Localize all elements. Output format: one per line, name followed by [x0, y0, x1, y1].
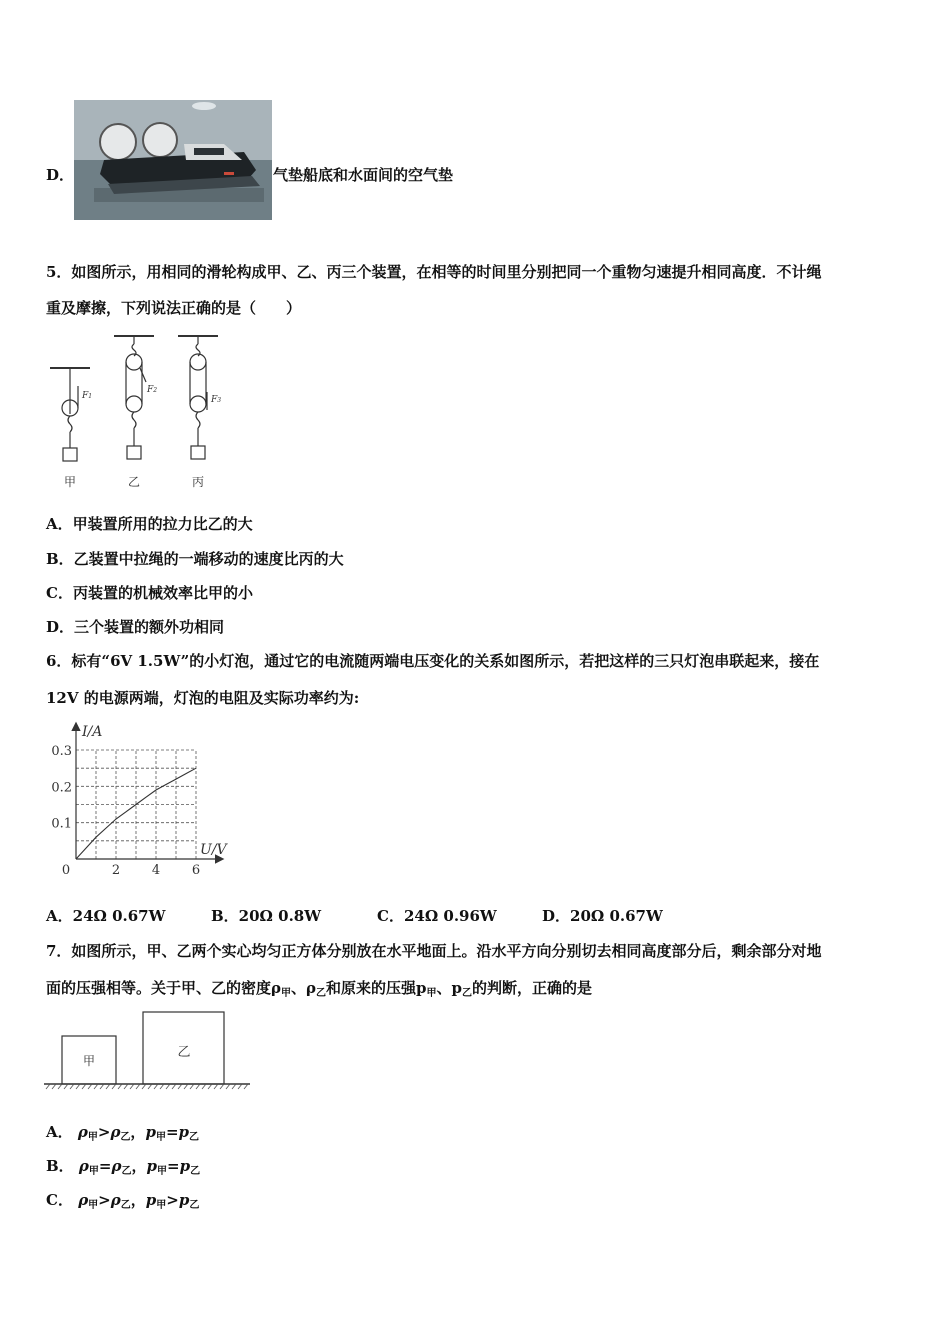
option-d-label: D． [46, 166, 75, 184]
q5-option-a[interactable]: A．甲装置所用的拉力比乙的大 [46, 515, 253, 533]
label-yi: 乙 [127, 475, 141, 489]
force-f3: F3 [211, 395, 222, 405]
q5-option-b[interactable]: B．乙装置中拉绳的一端移动的速度比丙的大 [46, 550, 344, 568]
q5-stem-line2: 重及摩擦，下列说法正确的是（ ） [46, 299, 302, 317]
y-axis-label: I/A [82, 724, 103, 740]
force-f2: F2 [147, 385, 158, 395]
q5-stem-line1: 5．如图所示，用相同的滑轮构成甲、乙、丙三个装置，在相等的时间里分别把同一个重物匀速提升相同高度．不计绳 [46, 263, 822, 281]
label-bing: 丙 [191, 475, 205, 489]
option-d-text: 气垫船底和水面间的空气垫 [273, 166, 454, 184]
y-tick-label: 0.1 [51, 816, 72, 832]
q7-stem-line2: 面的压强相等。关于甲、乙的密度$\rho_甲$、$\rho_乙$和原来的压强$p_甲$、$p_乙$的判断，正确的是 [46, 979, 592, 999]
hovercraft-image [74, 100, 272, 220]
iu-chart [40, 718, 240, 884]
q6-stem-line1: 6．标有“6V 1.5W”的小灯泡，通过它的电流随两端电压变化的关系如图所示，若把这样的三只灯泡串联起来，接在 [46, 652, 820, 670]
x-axis-label: U/V [200, 842, 227, 858]
q7-option-c[interactable]: C． $\rho_甲>\rho_乙$，$p_甲>p_乙$ [46, 1191, 200, 1211]
cube-label-yi: 乙 [177, 1045, 191, 1060]
q6-option-a[interactable]: A．24Ω 0.67W [46, 907, 166, 925]
q7-option-b[interactable]: B． $\rho_甲=\rho_乙$，$p_甲=p_乙$ [46, 1157, 201, 1177]
label-jia: 甲 [63, 475, 77, 489]
q6-option-d[interactable]: D．20Ω 0.67W [542, 907, 663, 925]
q6-stem-line2: 12V 的电源两端，灯泡的电阻及实际功率约为: [46, 689, 360, 707]
q6-option-b[interactable]: B．20Ω 0.8W [211, 907, 322, 925]
force-f1: F1 [82, 391, 93, 401]
q5-option-d[interactable]: D．三个装置的额外功相同 [46, 618, 225, 636]
q7-option-a[interactable]: A． $\rho_甲>\rho_乙$，$p_甲=p_乙$ [46, 1123, 200, 1143]
x-tick-label: 0 [61, 863, 71, 878]
x-tick-label: 6 [191, 863, 201, 878]
y-tick-label: 0.2 [51, 780, 72, 796]
x-tick-label: 4 [151, 863, 161, 878]
y-tick-label: 0.3 [51, 744, 72, 759]
pulley-figure [44, 326, 244, 496]
hovercraft-photo [74, 100, 272, 220]
x-tick-label: 2 [111, 863, 121, 878]
q6-option-c[interactable]: C．24Ω 0.96W [377, 907, 497, 925]
cube-label-jia: 甲 [82, 1054, 96, 1068]
q7-stem-line1: 7．如图所示，甲、乙两个实心均匀正方体分别放在水平地面上。沿水平方向分别切去相同高度部分后，剩余部分对地 [46, 942, 822, 960]
cubes-figure [44, 1008, 254, 1096]
q5-option-c[interactable]: C．丙装置的机械效率比甲的小 [46, 584, 253, 602]
